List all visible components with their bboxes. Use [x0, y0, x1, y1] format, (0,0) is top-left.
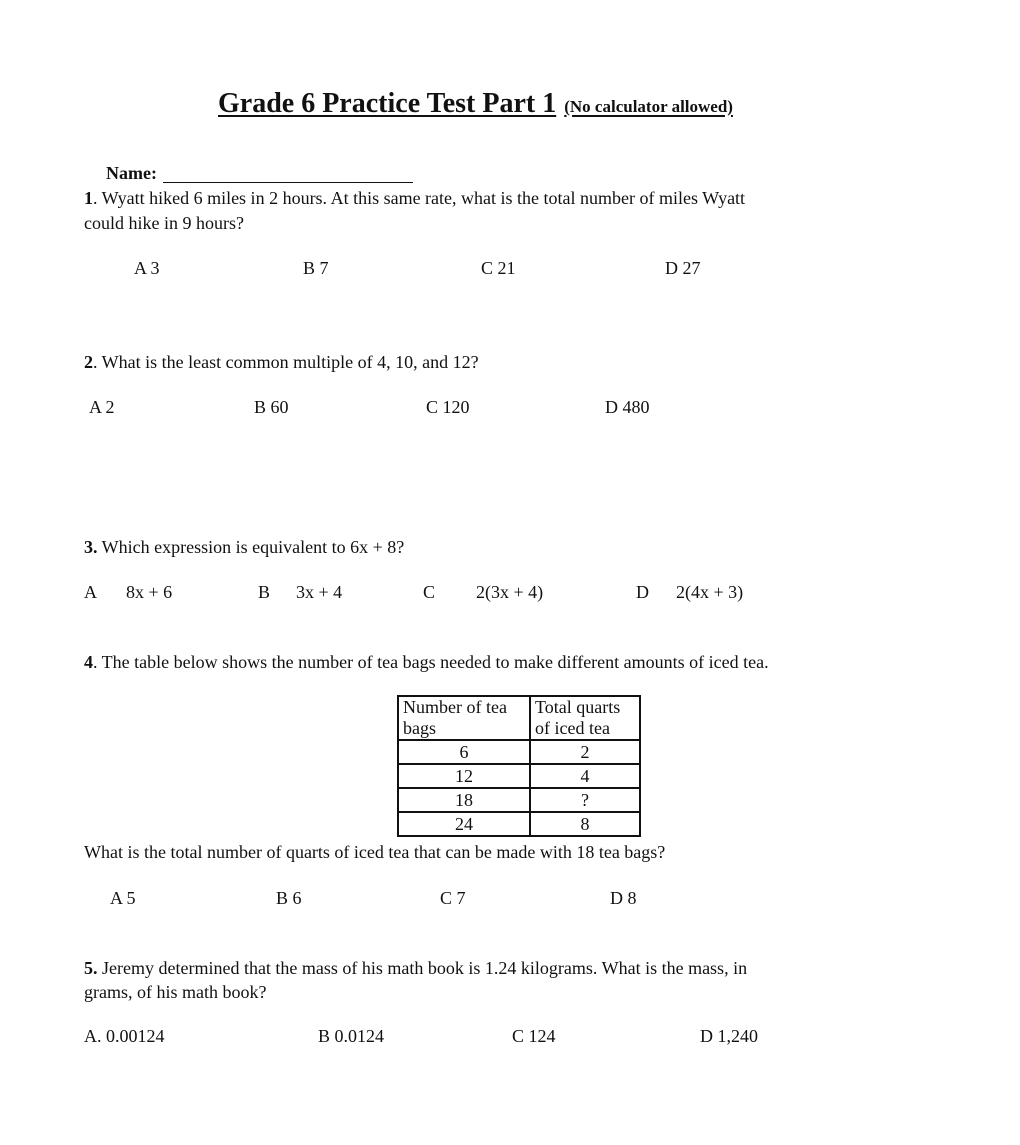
- q3-choice-a-letter[interactable]: A: [84, 582, 97, 602]
- table-row: [398, 812, 640, 836]
- question-1-line1: . Wyatt hiked 6 miles in 2 hours. At this same rate, what is the total number of miles Wyatt: [93, 188, 746, 208]
- q4-choice-a[interactable]: A 5: [110, 888, 136, 908]
- table-cell: 4: [530, 764, 640, 788]
- q4-choice-b[interactable]: B 6: [276, 888, 302, 908]
- page-title: [210, 88, 733, 120]
- table-cell: 12: [398, 764, 530, 788]
- subtitle: (No calculator allowed): [564, 97, 733, 116]
- question-1-number: 1: [84, 188, 93, 208]
- table-cell: ?: [530, 788, 640, 812]
- question-2: [84, 350, 479, 374]
- question-3-text: Which expression is equivalent to 6x + 8?: [97, 537, 405, 557]
- q5-choice-d[interactable]: D 1,240: [700, 1026, 758, 1046]
- question-5: [84, 956, 747, 980]
- question-5-line1: Jeremy determined that the mass of his math book is 1.24 kilograms. What is the mass, in: [97, 958, 748, 978]
- question-3: [84, 535, 404, 559]
- q3-choice-c-value[interactable]: 2(3x + 4): [476, 582, 544, 602]
- q3-choice-b-value[interactable]: 3x + 4: [296, 582, 343, 602]
- table-cell: 24: [398, 812, 530, 836]
- table-header-cell: Total quarts of iced tea: [530, 696, 640, 740]
- question-1-line2: could hike in 9 hours?: [84, 213, 244, 233]
- question-1: [84, 186, 745, 210]
- table-cell: 2: [530, 740, 640, 764]
- table-header-cell: Number of tea bags: [398, 696, 530, 740]
- q4-choice-d[interactable]: D 8: [610, 888, 637, 908]
- table-row: [398, 740, 640, 764]
- q2-choice-d[interactable]: D 480: [605, 397, 650, 417]
- name-field[interactable]: [163, 182, 413, 183]
- q5-choice-c[interactable]: C 124: [512, 1026, 556, 1046]
- q1-choice-b[interactable]: B 7: [303, 258, 329, 278]
- q2-choice-c[interactable]: C 120: [426, 397, 470, 417]
- table-row: [398, 764, 640, 788]
- question-2-text: . What is the least common multiple of 4, 10, and 12?: [93, 352, 479, 372]
- question-4-text: . The table below shows the number of tea bags needed to make different amounts of iced tea.: [93, 652, 769, 672]
- q4-choice-c[interactable]: C 7: [440, 888, 466, 908]
- question-4-number: 4: [84, 652, 93, 672]
- tea-table: [397, 695, 641, 837]
- q1-choice-a[interactable]: A 3: [134, 258, 160, 278]
- q2-choice-b[interactable]: B 60: [254, 397, 289, 417]
- question-4-prompt: What is the total number of quarts of iced tea that can be made with 18 tea bags?: [84, 842, 666, 862]
- question-4: [84, 650, 769, 674]
- name-label: Name:: [106, 163, 157, 183]
- q3-choice-d-letter[interactable]: D: [636, 582, 649, 602]
- question-5-line2: grams, of his math book?: [84, 982, 267, 1002]
- q1-choice-d[interactable]: D 27: [665, 258, 701, 278]
- table-cell: 18: [398, 788, 530, 812]
- q1-choice-c[interactable]: C 21: [481, 258, 516, 278]
- question-5-number: 5.: [84, 958, 98, 978]
- q3-choice-d-value[interactable]: 2(4x + 3): [676, 582, 744, 602]
- table-cell: 6: [398, 740, 530, 764]
- q3-choice-c-letter[interactable]: C: [423, 582, 436, 602]
- q2-choice-a[interactable]: A 2: [89, 397, 115, 417]
- q5-choice-a[interactable]: A. 0.00124: [84, 1026, 165, 1046]
- q5-choice-b[interactable]: B 0.0124: [318, 1026, 385, 1046]
- question-3-number: 3.: [84, 537, 98, 557]
- q3-choice-a-value[interactable]: 8x + 6: [126, 582, 173, 602]
- title-text: Grade 6 Practice Test Part 1: [218, 88, 557, 119]
- question-2-number: 2: [84, 352, 93, 372]
- table-cell: 8: [530, 812, 640, 836]
- q3-choice-b-letter[interactable]: B: [258, 582, 271, 602]
- table-row: [398, 788, 640, 812]
- table-header-row: [398, 696, 640, 740]
